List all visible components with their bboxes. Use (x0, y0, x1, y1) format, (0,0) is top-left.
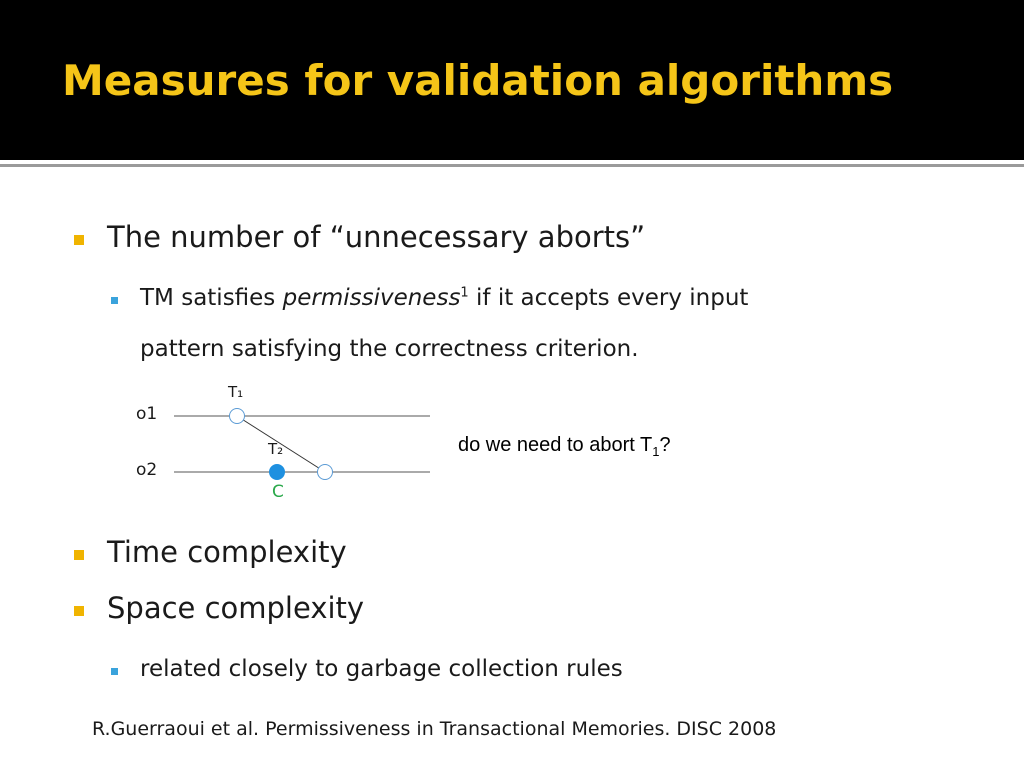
t1-label: T₁ (228, 383, 244, 401)
slide-title: Measures for validation algorithms (62, 56, 894, 105)
footnote-marker: 1 (460, 285, 469, 301)
bullet-time-complexity: Time complexity (107, 535, 347, 569)
sub-bullet-permissiveness (140, 285, 748, 311)
object-o1-label: o1 (136, 404, 158, 424)
abort-question (458, 434, 671, 459)
history-diagram-svg (120, 380, 450, 510)
question-mark: ? (659, 434, 671, 456)
permissiveness-term: permissiveness (282, 285, 461, 311)
object-o2-label: o2 (136, 460, 158, 480)
commit-label: C (272, 482, 284, 502)
title-bar (0, 0, 1024, 160)
t2-commit-dot (270, 465, 285, 480)
bullet-marker (74, 550, 84, 560)
question-text: do we need to abort T (458, 434, 653, 456)
reference-citation: R.Guerraoui et al. Permissiveness in Transactional Memories. DISC 2008 (92, 718, 777, 740)
bullet-marker (74, 606, 84, 616)
permissiveness-suffix: if it accepts every input (468, 285, 749, 311)
bullet-unnecessary-aborts: The number of “unnecessary aborts” (107, 220, 646, 254)
history-diagram (120, 380, 450, 510)
t2-label: T₂ (268, 440, 284, 458)
sub-bullet-garbage-collection: related closely to garbage collection rules (140, 656, 623, 682)
bullet-marker (74, 235, 84, 245)
question-subscript: 1 (652, 444, 660, 459)
permissiveness-prefix: TM satisfies (140, 285, 283, 311)
sub-bullet-permissiveness-line2: pattern satisfying the correctness criterion. (140, 336, 639, 362)
t1-read-dot (230, 409, 245, 424)
title-divider-shadow (0, 164, 1024, 167)
sub-bullet-marker (111, 297, 118, 304)
sub-bullet-marker (111, 668, 118, 675)
t1-write-dot (318, 465, 333, 480)
bullet-space-complexity: Space complexity (107, 591, 365, 625)
